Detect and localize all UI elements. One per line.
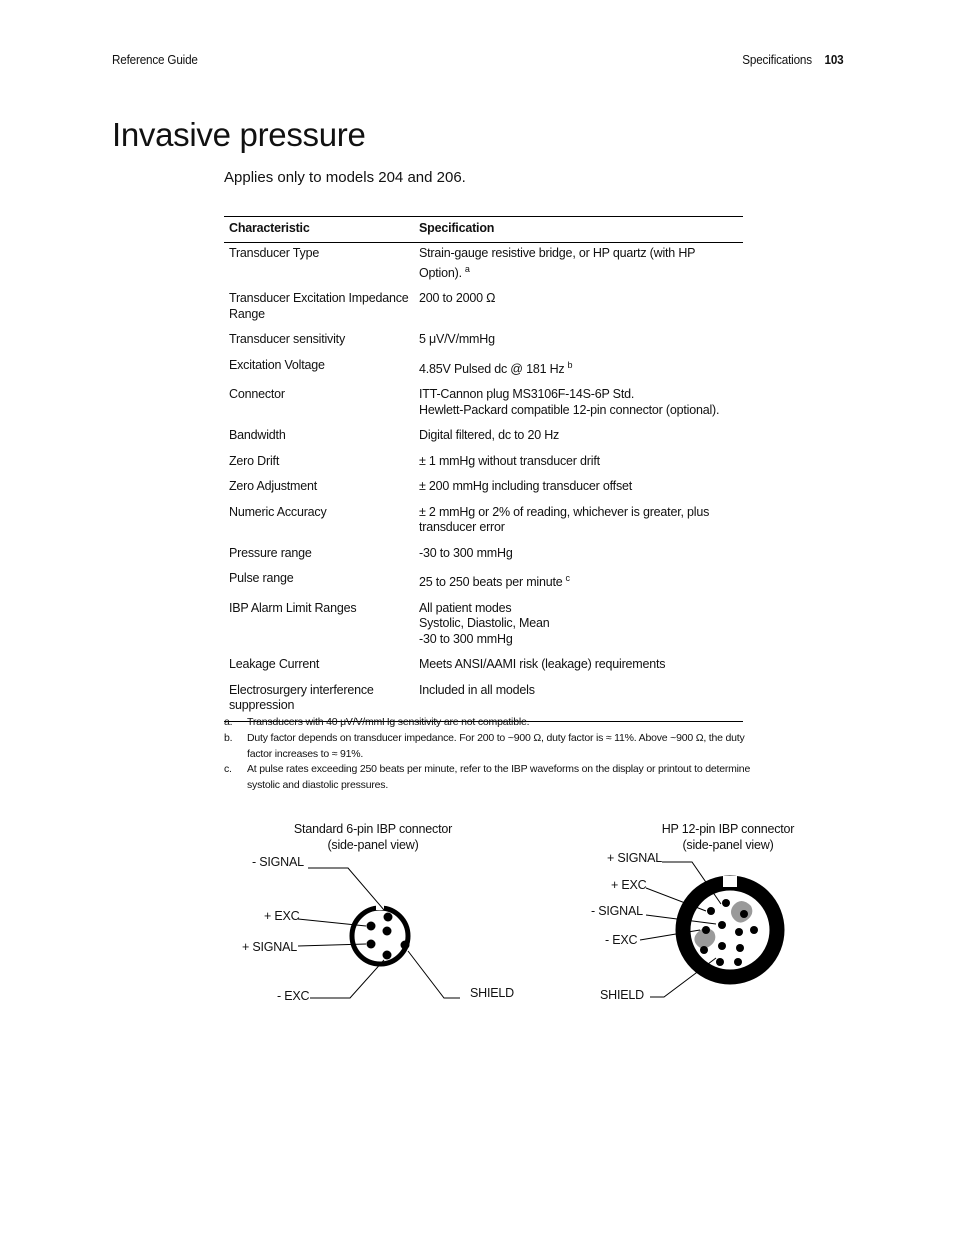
- twelve-pin-minus-signal-label: - SIGNAL: [591, 904, 643, 918]
- twelve-pin-minus-exc-label: - EXC: [605, 933, 638, 947]
- footnote-label: b.: [224, 731, 233, 744]
- specification-text: ± 2 mmHg or 2% of reading, whichever is greater, plus transducer error: [419, 504, 710, 535]
- connector-pin: [736, 944, 744, 952]
- connector-pin: [702, 926, 710, 934]
- characteristic-cell: Zero Adjustment: [229, 479, 318, 494]
- connector-pin: [750, 926, 758, 934]
- connector-pin: [401, 941, 410, 950]
- twelve-pin-caption: [648, 822, 808, 853]
- six-pin-caption-line: Standard 6-pin IBP connector: [293, 822, 453, 836]
- characteristic-cell: Pulse range: [229, 571, 294, 586]
- connector-pin: [718, 921, 726, 929]
- connector-pin: [716, 958, 724, 966]
- specification-text: 25 to 250 beats per minute: [419, 575, 563, 590]
- six-pin-connector-diagram: [298, 868, 460, 998]
- connector-pin: [707, 907, 715, 915]
- specification-text: -30 to 300 mmHg: [419, 545, 513, 560]
- twelve-pin-plus-exc-label: + EXC: [611, 878, 647, 892]
- characteristic-cell: Excitation Voltage: [229, 357, 325, 372]
- characteristic-cell: Leakage Current: [229, 657, 320, 672]
- connector-pin: [718, 942, 726, 950]
- characteristic-cell: Zero Drift: [229, 453, 280, 468]
- specification-text: Digital filtered, dc to 20 Hz: [419, 428, 560, 443]
- twelve-pin-shield-label: SHIELD: [600, 988, 644, 1002]
- leader-line: [310, 960, 384, 998]
- six-pin-caption-line: (side-panel view): [327, 837, 419, 852]
- footnote-reference: a: [464, 263, 470, 274]
- twelve-pin-key-notch: [723, 876, 737, 887]
- intro-text: Applies only to models 204 and 206.: [224, 169, 466, 186]
- twelve-pin-caption-line: (side-panel view): [682, 837, 774, 852]
- characteristic-cell: Transducer sensitivity: [229, 332, 346, 347]
- column-header-specification: Specification: [414, 217, 743, 243]
- specification-text: 5 μV/V/mmHg: [419, 332, 495, 347]
- connector-pin: [735, 928, 743, 936]
- specification-text: Strain-gauge resistive bridge, or HP quartz (with HP Option).: [419, 246, 696, 280]
- connector-pin: [384, 913, 393, 922]
- column-header-characteristic: Characteristic: [224, 217, 414, 243]
- characteristic-cell: Electrosurgery interference suppression: [224, 680, 414, 722]
- footnote-reference: b: [567, 359, 573, 370]
- twelve-pin-caption-line: HP 12-pin IBP connector: [661, 822, 795, 836]
- connector-pin: [734, 958, 742, 966]
- page-title: Invasive pressure: [112, 116, 366, 153]
- running-header-left: Reference Guide: [112, 52, 198, 67]
- footnote-reference: c: [565, 573, 570, 584]
- connector-pin: [383, 951, 392, 960]
- characteristic-cell: Transducer Type: [229, 246, 320, 260]
- connector-pin: [367, 922, 376, 931]
- connector-pin: [700, 946, 708, 954]
- footnote-text: Duty factor depends on transducer impedance. For 200 to ~900 Ω, duty factor is ≈ 11%. Above ~900 Ω, the duty factor increases to ≈ 91%.: [247, 731, 745, 760]
- twelve-pin-plus-signal-label: + SIGNAL: [607, 851, 663, 865]
- characteristic-cell: Connector: [229, 387, 285, 402]
- leader-line: [308, 868, 384, 910]
- header-section: Specifications: [742, 52, 813, 67]
- leader-line: [408, 951, 460, 998]
- six-pin-caption: [287, 822, 459, 853]
- specification-text: ± 200 mmHg including transducer offset: [419, 479, 633, 494]
- six-pin-shield-label: SHIELD: [470, 986, 514, 1000]
- specification-text: 4.85V Pulsed dc @ 181 Hz: [419, 361, 565, 376]
- connector-pin: [367, 940, 376, 949]
- connector-pin: [740, 910, 748, 918]
- twelve-pin-connector-diagram: [640, 862, 777, 997]
- specification-text: ± 1 mmHg without transducer drift: [419, 453, 600, 468]
- six-pin-plus-signal-label: + SIGNAL: [242, 940, 298, 954]
- characteristic-cell: Transducer Excitation Impedance Range: [229, 291, 409, 321]
- characteristic-cell: Bandwidth: [229, 428, 286, 443]
- six-pin-plus-exc-label: + EXC: [264, 909, 300, 923]
- specification-text: All patient modes: [419, 600, 512, 615]
- footnote-text: Transducers with 40 μV/V/mmHg sensitivity are not compatible.: [247, 716, 530, 728]
- characteristic-cell: Pressure range: [229, 545, 312, 560]
- specification-text: Meets ANSI/AAMI risk (leakage) requirements: [419, 657, 666, 672]
- footnote-label: a.: [224, 716, 233, 728]
- footnote-text: At pulse rates exceeding 250 beats per minute, refer to the IBP waveforms on the display or printout to determine systolic and diastolic pressures.: [247, 763, 751, 792]
- connector-pin: [383, 927, 392, 936]
- specification-text: Included in all models: [419, 682, 535, 697]
- specification-text: Systolic, Diastolic, Mean: [419, 616, 550, 631]
- specification-text: 200 to 2000 Ω: [419, 291, 496, 306]
- specification-text: Hewlett-Packard compatible 12-pin connector (optional).: [419, 402, 720, 417]
- characteristic-cell: IBP Alarm Limit Ranges: [229, 600, 357, 615]
- page-number: 103: [825, 52, 844, 67]
- characteristic-cell: Numeric Accuracy: [229, 504, 327, 519]
- six-pin-connector-shell: [352, 908, 408, 964]
- specification-text: -30 to 300 mmHg: [419, 631, 513, 646]
- footnote-label: c.: [224, 763, 232, 776]
- six-pin-minus-signal-label: - SIGNAL: [252, 855, 304, 869]
- six-pin-minus-exc-label: - EXC: [277, 989, 310, 1003]
- specification-text: ITT-Cannon plug MS3106F-14S-6P Std.: [419, 387, 635, 402]
- connector-pin: [722, 899, 730, 907]
